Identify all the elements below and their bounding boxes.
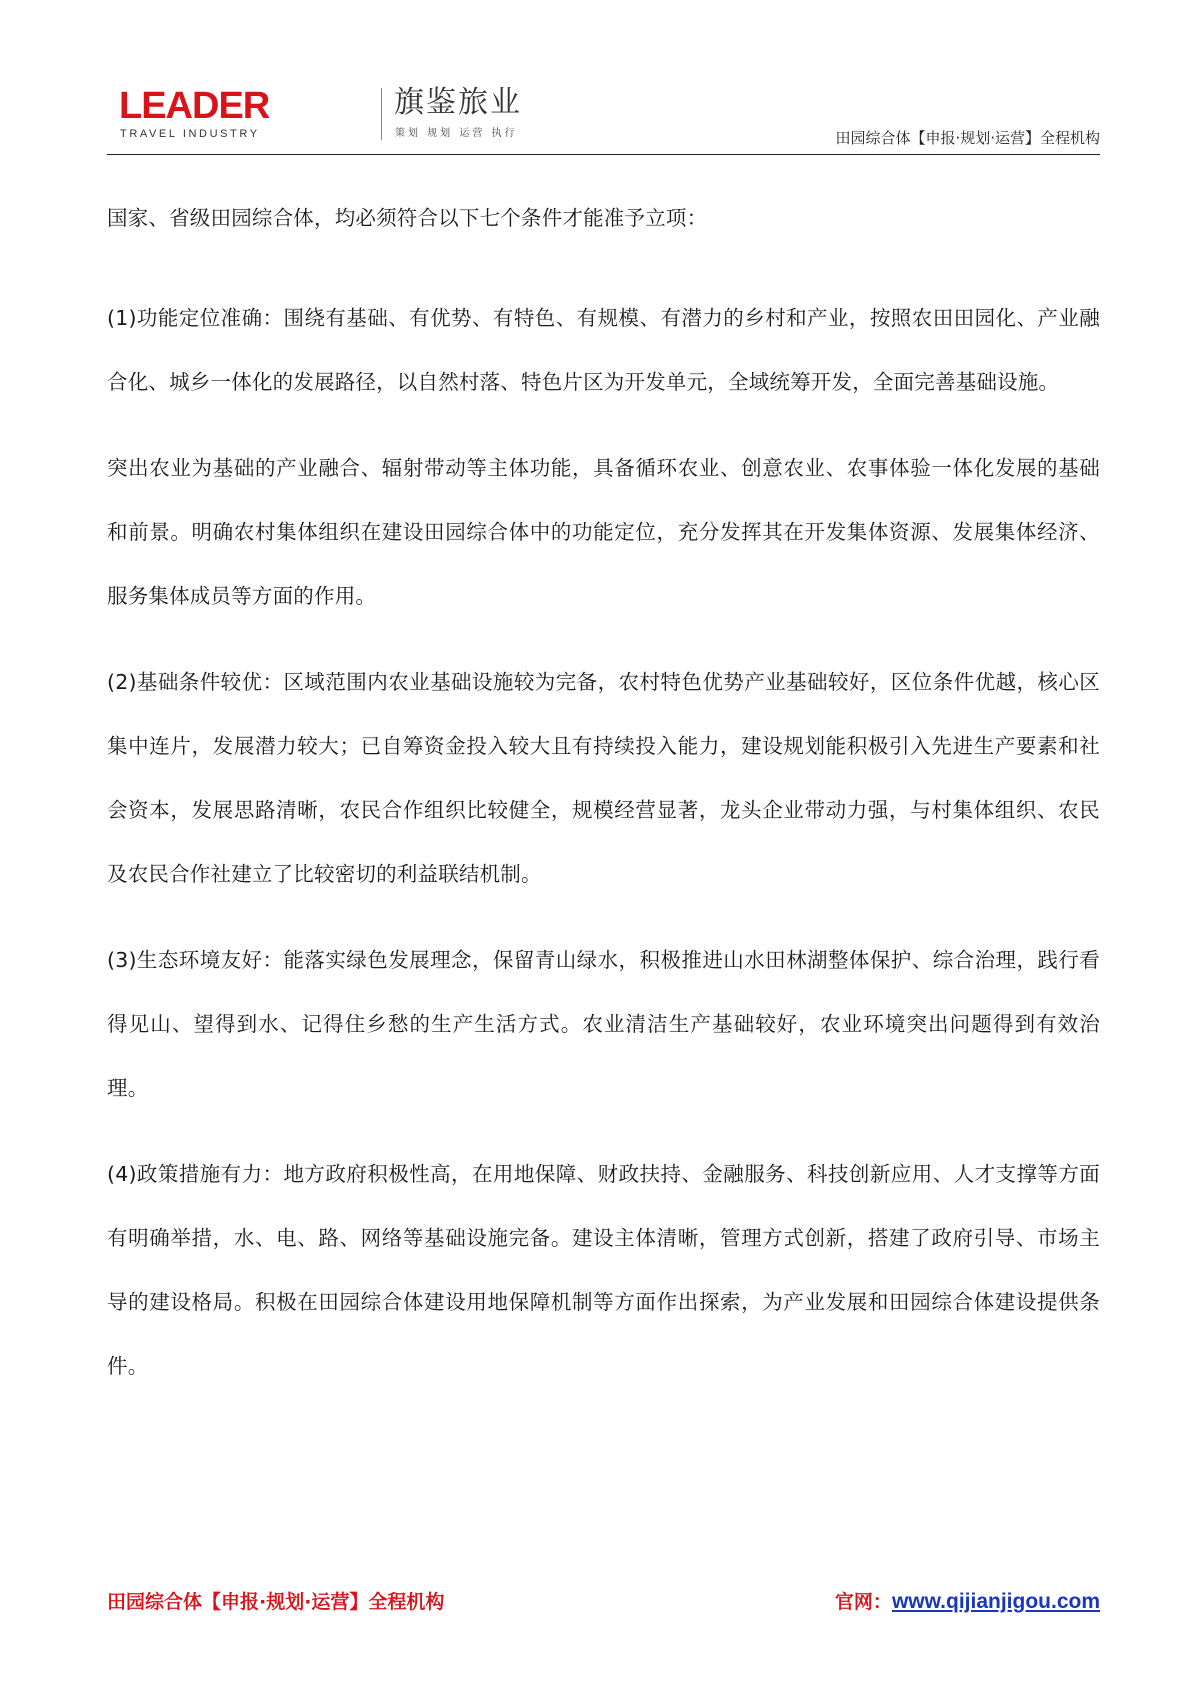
logo-subtitle: TRAVEL INDUSTRY: [120, 128, 260, 140]
page-header: [107, 82, 1100, 154]
logo-chinese-subtitle: 策划 规划 运营 执行: [395, 128, 518, 139]
header-divider: [107, 154, 1100, 155]
paragraph-4: (3)生态环境友好：能落实绿色发展理念，保留青山绿水，积极推进山水田林湖整体保护、综合治理，践行看得见山、望得到水、记得住乡愁的生产生活方式。农业清洁生产基础较好，农业环境突出问题得到有效治理。: [107, 948, 1100, 1100]
paragraph-5: (4)政策措施有力：地方政府积极性高，在用地保障、财政扶持、金融服务、科技创新应用、人才支撑等方面有明确举措，水、电、路、网络等基础设施完备。建设主体清晰，管理方式创新，搭建了政府引导、市场主导的建设格局。积极在田园综合体建设用地保障机制等方面作出探索，为产业发展和田园综合体建设提供条件。: [107, 1162, 1100, 1378]
footer-tagline: 田园综合体【申报·规划·运营】全程机构: [107, 1591, 445, 1613]
intro-paragraph: 国家、省级田园综合体，均必须符合以下七个条件才能准予立项：: [107, 206, 708, 230]
page-footer: [107, 1588, 1100, 1618]
logo-chinese-name: 旗鉴旅业: [394, 85, 522, 120]
website-link[interactable]: www.qijianjigou.com: [891, 1590, 1100, 1613]
footer-website: [835, 1588, 1100, 1616]
leader-logo: LEADER: [119, 85, 270, 127]
logo-divider: [381, 88, 382, 140]
paragraph-2: 突出农业为基础的产业融合、辐射带动等主体功能，具备循环农业、创意农业、农事体验一体化发展的基础和前景。明确农村集体组织在建设田园综合体中的功能定位，充分发挥其在开发集体资源、发展集体经济、服务集体成员等方面的作用。: [107, 456, 1100, 608]
header-tagline: 田园综合体【申报·规划·运营】全程机构: [835, 129, 1100, 147]
paragraph-3: (2)基础条件较优：区域范围内农业基础设施较为完备，农村特色优势产业基础较好，区位条件优越，核心区集中连片，发展潜力较大；已自筹资金投入较大且有持续投入能力，建设规划能积极引入先进生产要素和社会资本，发展思路清晰，农民合作组织比较健全，规模经营显著，龙头企业带动力强，与村集体组织、农民及农民合作社建立了比较密切的利益联结机制。: [107, 670, 1100, 886]
website-label: 官网：: [834, 1591, 892, 1613]
paragraph-1: (1)功能定位准确：围绕有基础、有优势、有特色、有规模、有潜力的乡村和产业，按照农田田园化、产业融合化、城乡一体化的发展路径，以自然村落、特色片区为开发单元，全域统筹开发，全面完善基础设施。: [107, 306, 1100, 394]
document-body: [107, 199, 1100, 1398]
